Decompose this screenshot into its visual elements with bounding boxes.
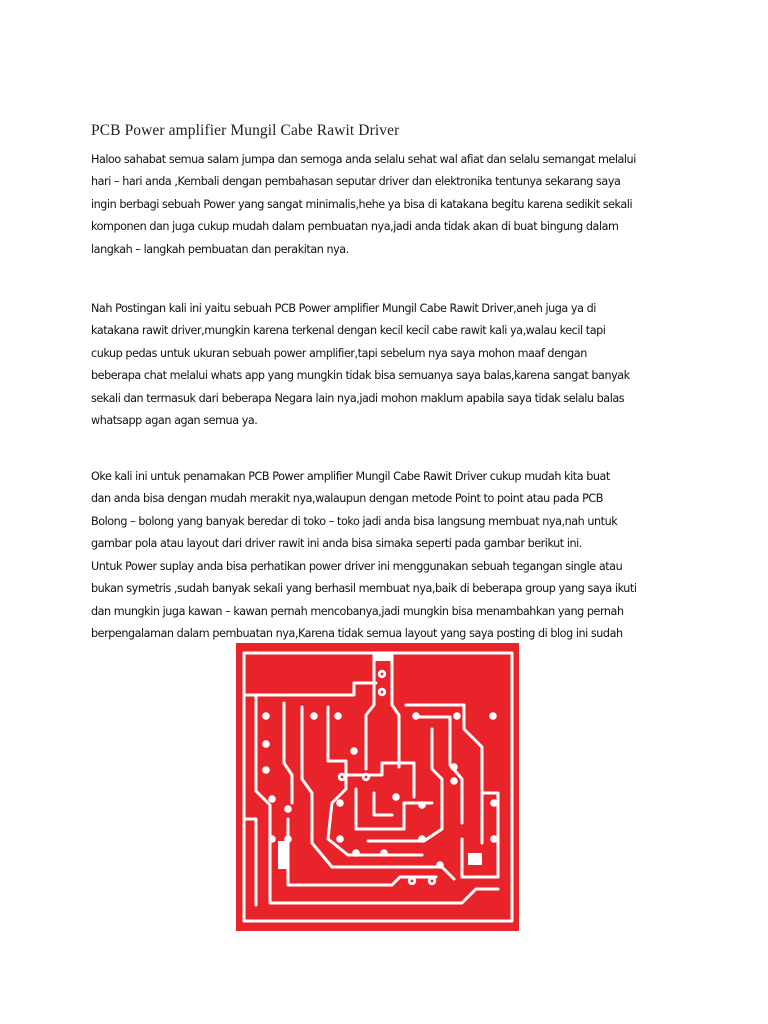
text-line: Oke kali ini untuk penamakan PCB Power amplifier Mungil Cabe Rawit Driver cukup mudah kita buat [91, 470, 610, 483]
text-line: sekali dan termasuk dari beberapa Negara lain nya,jadi mohon maklum apabila saya tidak selalu balas [91, 391, 625, 405]
paragraph-power-suplay [91, 556, 637, 646]
text-line: hari – hari anda ,Kembali dengan pembahasan seputar driver dan elektronika tentunya sekarang saya [91, 175, 621, 189]
text-line: komponen dan juga cukup mudah dalam pembuatan nya,jadi anda tidak akan di buat bingung dalam [91, 220, 619, 234]
text-line: gambar pola atau layout dari driver rawit ini anda bisa simaka seperti pada gambar berikut ini. [91, 537, 582, 551]
pcb-layout-image [236, 643, 519, 931]
text-line: dan anda bisa dengan mudah merakit nya,walaupun dengan metode Point to point atau pada PCB [91, 492, 603, 506]
document-title: PCB Power amplifier Mungil Cabe Rawit Driver [91, 122, 400, 139]
paragraph-postingan [91, 298, 630, 432]
text-line: Untuk Power suplay anda bisa perhatikan power driver ini menggunakan sebuah tegangan single atau [91, 560, 623, 573]
text-line: bukan symetris ,sudah banyak sekali yang berhasil membuat nya,baik di beberapa group yang saya ikuti [91, 582, 637, 596]
text-line: Nah Postingan kali ini yaitu sebuah PCB Power amplifier Mungil Cabe Rawit Driver,aneh juga ya di [91, 302, 596, 315]
text-line: whatsapp agan agan semua ya. [91, 413, 258, 427]
text-line: beberapa chat melalui whats app yang mungkin tidak bisa semuanya saya balas,karena sangat banyak [91, 369, 630, 383]
text-line: berpengalaman dalam pembuatan nya,Karena tidak semua layout yang saya posting di blog ini sudah [91, 627, 623, 641]
text-line: Haloo sahabat semua salam jumpa dan semoga anda selalu sehat wal afiat dan selalu semangat melalui [91, 153, 636, 166]
text-line: ingin berbagi sebuah Power yang sangat minimalis,hehe ya bisa di katakana begitu karena sedikit sekali [91, 197, 633, 211]
text-line: katakana rawit driver,mungkin karena terkenal dengan kecil kecil cabe rawit kali ya,walau kecil tapi [91, 324, 606, 338]
text-line: Bolong – bolong yang banyak beredar di toko – toko jadi anda bisa langsung membuat nya,nah untuk [91, 514, 618, 528]
text-line: cukup pedas untuk ukuran sebuah power amplifier,tapi sebelum nya saya mohon maaf dengan [91, 346, 587, 360]
text-line: langkah – langkah pembuatan dan perakitan nya. [91, 242, 349, 256]
paragraph-intro [91, 149, 636, 261]
text-line: dan mungkin juga kawan – kawan pernah mencobanya,jadi mungkin bisa menambahkan yang pernah [91, 604, 624, 618]
paragraph-oke [91, 466, 617, 556]
